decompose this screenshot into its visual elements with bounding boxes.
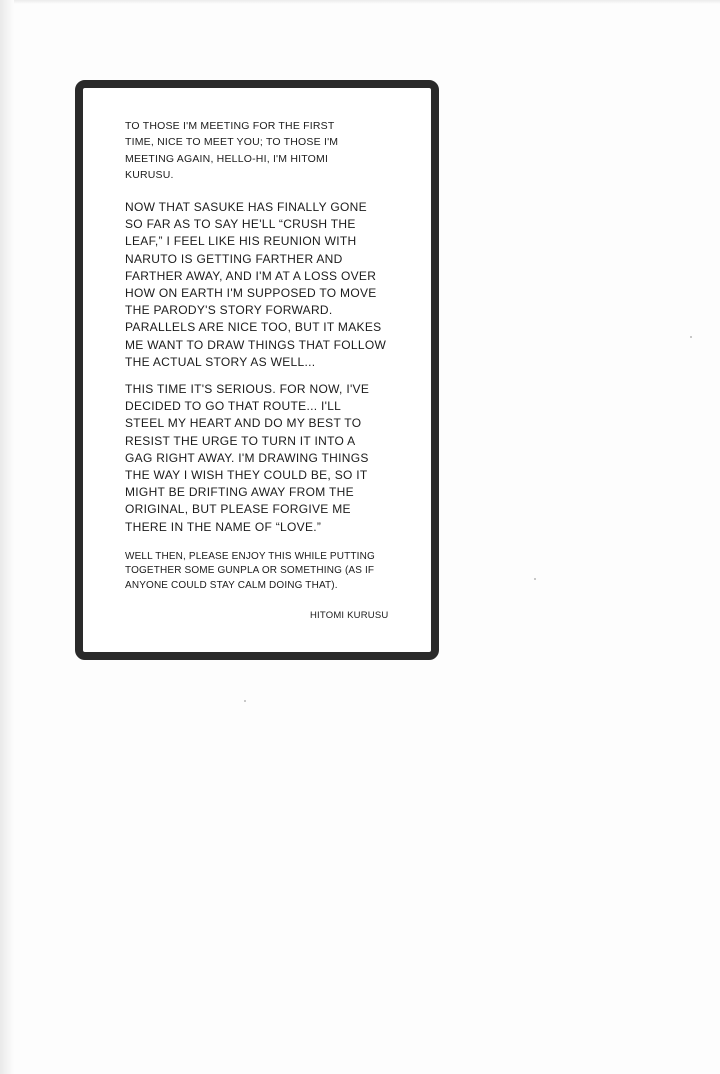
intent-paragraph: THIS TIME IT'S SERIOUS. FOR NOW, I'VE DECIDED TO GO THAT ROUTE... I'LL STEEL MY HEART AND DO MY BEST TO RESIST THE URGE TO TURN IT INTO A GAG RIGHT AWAY. I'M DRAWING THINGS THE WAY I WISH THEY COULD BE, SO IT MIGHT BE DRIFTING AWAY FROM THE ORIGINAL, BUT PLEASE FORGIVE ME THERE IN THE NAME OF “LOVE.”: [125, 382, 370, 534]
page-binding-shadow: [0, 0, 14, 1074]
paper-speck: [690, 336, 692, 338]
author-signature: HITOMI KURUSU: [310, 610, 389, 621]
author-note-panel: [75, 80, 439, 660]
greeting-paragraph: TO THOSE I'M MEETING FOR THE FIRST TIME, NICE TO MEET YOU; TO THOSE I'M MEETING AGAIN, HELLO-HI, I'M HITOMI KURUSU.: [125, 120, 339, 181]
closing-paragraph: WELL THEN, PLEASE ENJOY THIS WHILE PUTTING TOGETHER SOME GUNPLA OR SOMETHING (AS IF ANYONE COULD STAY CALM DOING THAT).: [125, 551, 375, 591]
paper-speck: [534, 578, 536, 580]
page-top-edge: [0, 0, 720, 4]
story-paragraph: NOW THAT SASUKE HAS FINALLY GONE SO FAR AS TO SAY HE'LL “CRUSH THE LEAF,” I FEEL LIKE HIS REUNION WITH NARUTO IS GETTING FARTHER AND FARTHER AWAY, AND I'M AT A LOSS OVER HOW ON EARTH I'M SUPPOSED TO MOVE THE PARODY'S STORY FORWARD. PARALLELS ARE NICE TOO, BUT IT MAKES ME WANT TO DRAW THINGS THAT FOLLOW THE ACTUAL STORY AS WELL...: [125, 200, 387, 369]
paper-speck: [244, 700, 246, 702]
